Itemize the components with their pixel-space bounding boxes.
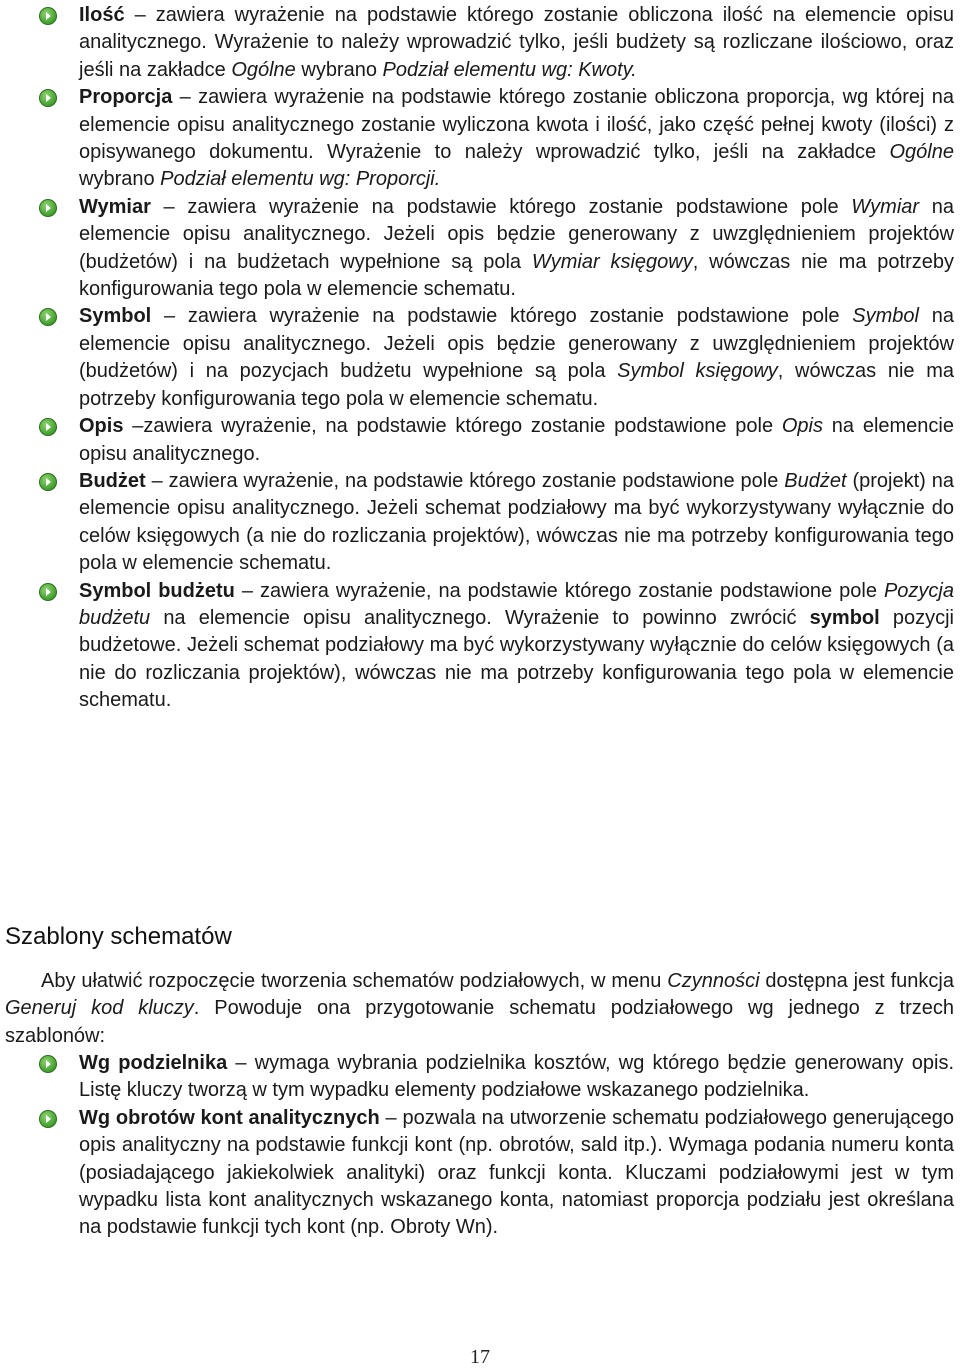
section-heading: Szablony schematów (5, 923, 232, 950)
bold-term: Opis (79, 415, 124, 438)
green-circle-arrow-icon (38, 88, 58, 108)
green-circle-arrow-icon (38, 1109, 58, 1129)
list-item (0, 578, 960, 715)
green-circle-arrow-icon (38, 1054, 58, 1074)
italic-term: Generuj kod kluczy (5, 997, 194, 1020)
list-item (0, 468, 960, 578)
text-run: na elemencie opisu analitycznego. Jeżeli opis będzie generowany z uwzględnieniem projektów (budżetów) i na budżetach wypełnione są pola (79, 195, 954, 273)
list-item (0, 1050, 960, 1105)
section-intro-paragraph (5, 968, 954, 1050)
italic-term: Symbol (852, 305, 919, 328)
green-circle-arrow-icon (38, 6, 58, 26)
text-run: pozycji budżetowe. Jeżeli schemat podziałowy ma być wykorzystywany wyłącznie do celów księgowych (a nie do rozliczania projektów), wówczas nie ma potrzeby konfigurowania tego pola w elemencie schematu. (79, 606, 954, 712)
text-run: Aby ułatwić rozpoczęcie tworzenia schematów podziałowych, w menu (41, 970, 668, 992)
text-run: – wymaga wybrania podzielnika kosztów, wg którego będzie generowany opis. Listę kluczy tworzą w tym wypadku elementy podziałowe wskazanego podzielnika. (79, 1052, 954, 1102)
text-run: wybrano (79, 168, 161, 191)
text-run: – zawiera wyrażenie na podstawie którego zostanie podstawione pole (151, 305, 853, 328)
text-run: – zawiera wyrażenie, na podstawie którego zostanie podstawione pole (145, 469, 785, 492)
page-number: 17 (470, 1346, 490, 1368)
green-circle-arrow-icon (38, 307, 58, 327)
text-run: wybrano (295, 58, 383, 81)
text-run: , wówczas nie ma potrzeby konfigurowania tego pola w elemencie schematu. (79, 360, 954, 410)
list-item (0, 1105, 960, 1242)
bold-term: Symbol (79, 305, 152, 328)
list-item-text (79, 303, 954, 413)
bold-term: Proporcja (79, 86, 173, 109)
template-list (0, 1050, 960, 1242)
green-circle-arrow-icon (38, 417, 58, 437)
italic-term: Symbol księgowy (617, 360, 778, 383)
bold-term: Wymiar (79, 195, 151, 218)
list-item-text (79, 1050, 954, 1105)
text-run: – zawiera wyrażenie na podstawie którego zostanie obliczona ilość na elemencie opisu analitycznego. Wyrażenie to należy wprowadzić tylko, jeśli budżety są rozliczane ilościowo, oraz jeśli na zakładce (79, 4, 954, 81)
bold-term: Ilość (79, 4, 125, 26)
text-run: , wówczas nie ma potrzeby konfigurowania tego pola w elemencie schematu. (79, 250, 954, 301)
list-item (0, 84, 960, 194)
text-run: dostępna jest funkcja (759, 970, 954, 992)
italic-term: Ogólne (889, 141, 954, 164)
list-item-text (79, 2, 954, 84)
italic-term: Wymiar księgowy (531, 250, 693, 273)
text-run: (projekt) na elemencie opisu analitycznego. Jeżeli schemat podziałowy ma być wykorzystywany wyłącznie do celów księgowych (a nie do rozliczania projektów), wówczas nie ma potrzeby konfigurowania tego pola w elemencie schematu. (79, 469, 954, 575)
list-item-text (79, 578, 954, 715)
list-item-text (79, 84, 954, 194)
list-item-text (79, 194, 954, 304)
italic-term: Czynności (667, 970, 760, 992)
bold-term: Wg podzielnika (79, 1052, 228, 1074)
italic-term: Podział elementu wg: Proporcji. (160, 168, 441, 191)
italic-term: Opis (781, 415, 823, 438)
list-item-text (79, 468, 954, 578)
list-item (0, 194, 960, 304)
text-run: – zawiera wyrażenie, na podstawie którego zostanie podstawione pole (234, 579, 884, 602)
bold-term: Wg obrotów kont analitycznych (79, 1106, 380, 1129)
text-run: na elemencie opisu analitycznego. Wyrażenie to powinno zwrócić (150, 606, 810, 629)
list-item (0, 413, 960, 468)
italic-term: Budżet (784, 469, 847, 492)
text-run: – zawiera wyrażenie na podstawie którego zostanie obliczona proporcja, wg której na elemencie opisu analitycznego zostanie wyliczona kwota i ilość, jako część pełnej kwoty (ilości) z opisywanego dokumentu. Wyrażenie to należy wprowadzić tylko, jeśli na zakładce (79, 86, 954, 164)
list-item (0, 2, 960, 84)
text-run: – zawiera wyrażenie na podstawie którego zostanie podstawione pole (150, 195, 852, 218)
italic-term: Ogólne (231, 58, 296, 81)
text-run: – pozwala na utworzenie schematu podziałowego generującego opis analityczny na podstawie funkcji kont (np. obrotów, sald itp.). Wymaga podania numeru konta (posiadającego jakiekolwiek analityki) oraz funkcji konta. Kluczami podziałowymi jest w tym wypadku lista kont analitycznych wskazanego konta, natomiast proporcja podziału jest określana na podstawie funkcji tych kont (np. Obroty Wn). (79, 1106, 954, 1239)
bold-term: Budżet (79, 469, 146, 492)
text-run: –zawiera wyrażenie, na podstawie którego zostanie podstawione pole (123, 415, 782, 438)
field-description-list (0, 2, 960, 715)
text-run: na elemencie opisu analitycznego. Jeżeli opis będzie generowany z uwzględnieniem projektów (budżetów) i na pozycjach budżetu wypełnione są pola (79, 305, 954, 383)
list-item (0, 303, 960, 413)
text-run: . Powoduje ona przygotowanie schematu podziałowego wg jednego z trzech szablonów: (5, 997, 954, 1047)
bold-term: symbol (809, 606, 880, 629)
list-item-text (79, 413, 954, 468)
green-circle-arrow-icon (38, 582, 58, 602)
green-circle-arrow-icon (38, 472, 58, 492)
green-circle-arrow-icon (38, 198, 58, 218)
italic-term: Pozycja budżetu (79, 579, 954, 629)
text-run: na elemencie opisu analitycznego. (79, 415, 954, 465)
list-item-text (79, 1105, 954, 1242)
italic-term: Podział elementu wg: Kwoty. (382, 58, 637, 81)
italic-term: Wymiar (851, 195, 920, 218)
bold-term: Symbol budżetu (79, 579, 235, 602)
